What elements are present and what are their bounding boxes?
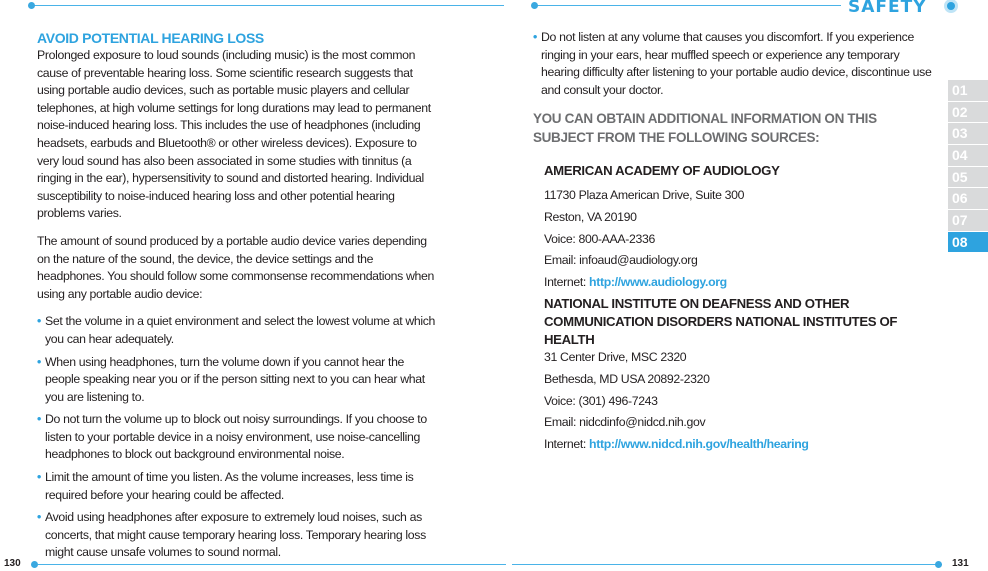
- chapter-tab[interactable]: 06: [948, 188, 988, 209]
- org-website-link[interactable]: http://www.nidcd.nih.gov/health/hearing: [589, 436, 809, 451]
- sources-heading: YOU CAN OBTAIN ADDITIONAL INFORMATION ON THIS SUBJECT FROM THE FOLLOWING SOURCES:: [533, 111, 877, 146]
- list-item: • Avoid using headphones after exposure to extremely loud noises, such as concerts, that might cause temporary hearing loss. Temporary hearing loss might cause unsafe volumes to sound normal.: [37, 510, 426, 560]
- intro-paragraph: Prolonged exposure to loud sounds (including music) is the most common cause of preventable hearing loss. Some scientific research suggests that using portable audio devices, such as portable music players and cellular telephones, at high volume settings for long durations may lead to permanent noise-induced hearing loss. This includes the use of headphones (including headsets, earbuds and Bluetooth® or other wireless devices). Exposure to very loud sound has also been associated in some studies with tinnitus (a ringing in the ear), hypersensitivity to sound and distorted hearing. Individual susceptibility to noise-induced hearing loss and other potential hearing problems varies.: [37, 48, 431, 221]
- list-item: • When using headphones, turn the volume down if you cannot hear the people speaking near you or if the person sitting next to you can hear what you are listening to.: [37, 354, 425, 404]
- chapter-tab[interactable]: 07: [948, 210, 988, 231]
- org-voice: Voice: 800-AAA-2336: [544, 231, 655, 246]
- header-rule-dot-left: [28, 2, 35, 9]
- list-item: • Do not listen at any volume that causes you discomfort. If you experience ringing in your ears, hear muffled speech or experience any temporary hearing difficulty after listening to your portable audio device, discontinue use and consult your doctor.: [533, 30, 932, 97]
- bullet-icon: •: [37, 314, 41, 329]
- bullet-icon: •: [37, 354, 41, 369]
- right-column: [533, 29, 938, 457]
- chapter-tab[interactable]: 03: [948, 123, 988, 144]
- source-nidcd: [533, 295, 938, 453]
- org-internet: Internet: http://www.nidcd.nih.gov/health/hearing: [544, 436, 809, 451]
- left-column: [37, 29, 437, 567]
- org-email: Email: infoaud@audiology.org: [544, 253, 698, 268]
- org-voice: Voice: (301) 496-7243: [544, 393, 658, 408]
- chapter-tab-active[interactable]: 08: [948, 232, 988, 253]
- chapter-tab[interactable]: 04: [948, 145, 988, 166]
- bullet-icon: •: [37, 470, 41, 485]
- chapter-tabs: [948, 80, 988, 254]
- org-address-line2: Reston, VA 20190: [544, 209, 637, 224]
- org-name: AMERICAN ACADEMY OF AUDIOLOGY: [544, 163, 780, 179]
- org-email: Email: nidcdinfo@nidcd.nih.gov: [544, 415, 706, 430]
- org-address-line2: Bethesda, MD USA 20892-2320: [544, 371, 710, 386]
- header-rule-right: [535, 5, 841, 6]
- section-marker-icon: [944, 0, 958, 13]
- org-website-link[interactable]: http://www.audiology.org: [589, 274, 727, 289]
- footer-rule-dot-right: [935, 561, 942, 568]
- hearing-loss-heading: AVOID POTENTIAL HEARING LOSS: [37, 30, 264, 46]
- header-rule-dot-right: [531, 2, 538, 9]
- chapter-tab[interactable]: 01: [948, 80, 988, 101]
- org-name: NATIONAL INSTITUTE ON DEAFNESS AND OTHER COMMUNICATION DISORDERS NATIONAL INSTITUTES OF HEALTH: [544, 296, 898, 348]
- page-number-right: 131: [952, 558, 969, 569]
- chapter-tab[interactable]: 05: [948, 167, 988, 188]
- list-item: • Do not turn the volume up to block out noisy surroundings. If you choose to listen to your portable device in a noisy environment, use noise-cancelling headphones to block out background environmental noise.: [37, 412, 427, 462]
- section-title: SAFETY: [848, 0, 927, 17]
- bullet-icon: •: [533, 30, 537, 44]
- bullet-icon: •: [37, 412, 41, 427]
- org-address-line1: 11730 Plaza American Drive, Suite 300: [544, 188, 745, 203]
- source-american-academy: [533, 162, 938, 291]
- chapter-tab[interactable]: 02: [948, 102, 988, 123]
- page-number-left: 130: [4, 558, 21, 569]
- footer-rule-right: [512, 564, 942, 565]
- recommendations-paragraph: The amount of sound produced by a portable audio device varies depending on the nature of the sound, the device, the device settings and the headphones. You should follow some commonsense recommendations when using any portable audio device:: [37, 233, 434, 301]
- bullet-icon: •: [37, 510, 41, 525]
- org-internet: Internet: http://www.audiology.org: [544, 274, 727, 289]
- org-address-line1: 31 Center Drive, MSC 2320: [544, 350, 687, 365]
- header-rule-left: [34, 5, 504, 6]
- list-item: • Limit the amount of time you listen. As the volume increases, less time is required before your hearing could be affected.: [37, 470, 414, 502]
- list-item: • Set the volume in a quiet environment and select the lowest volume at which you can hear adequately.: [37, 314, 436, 346]
